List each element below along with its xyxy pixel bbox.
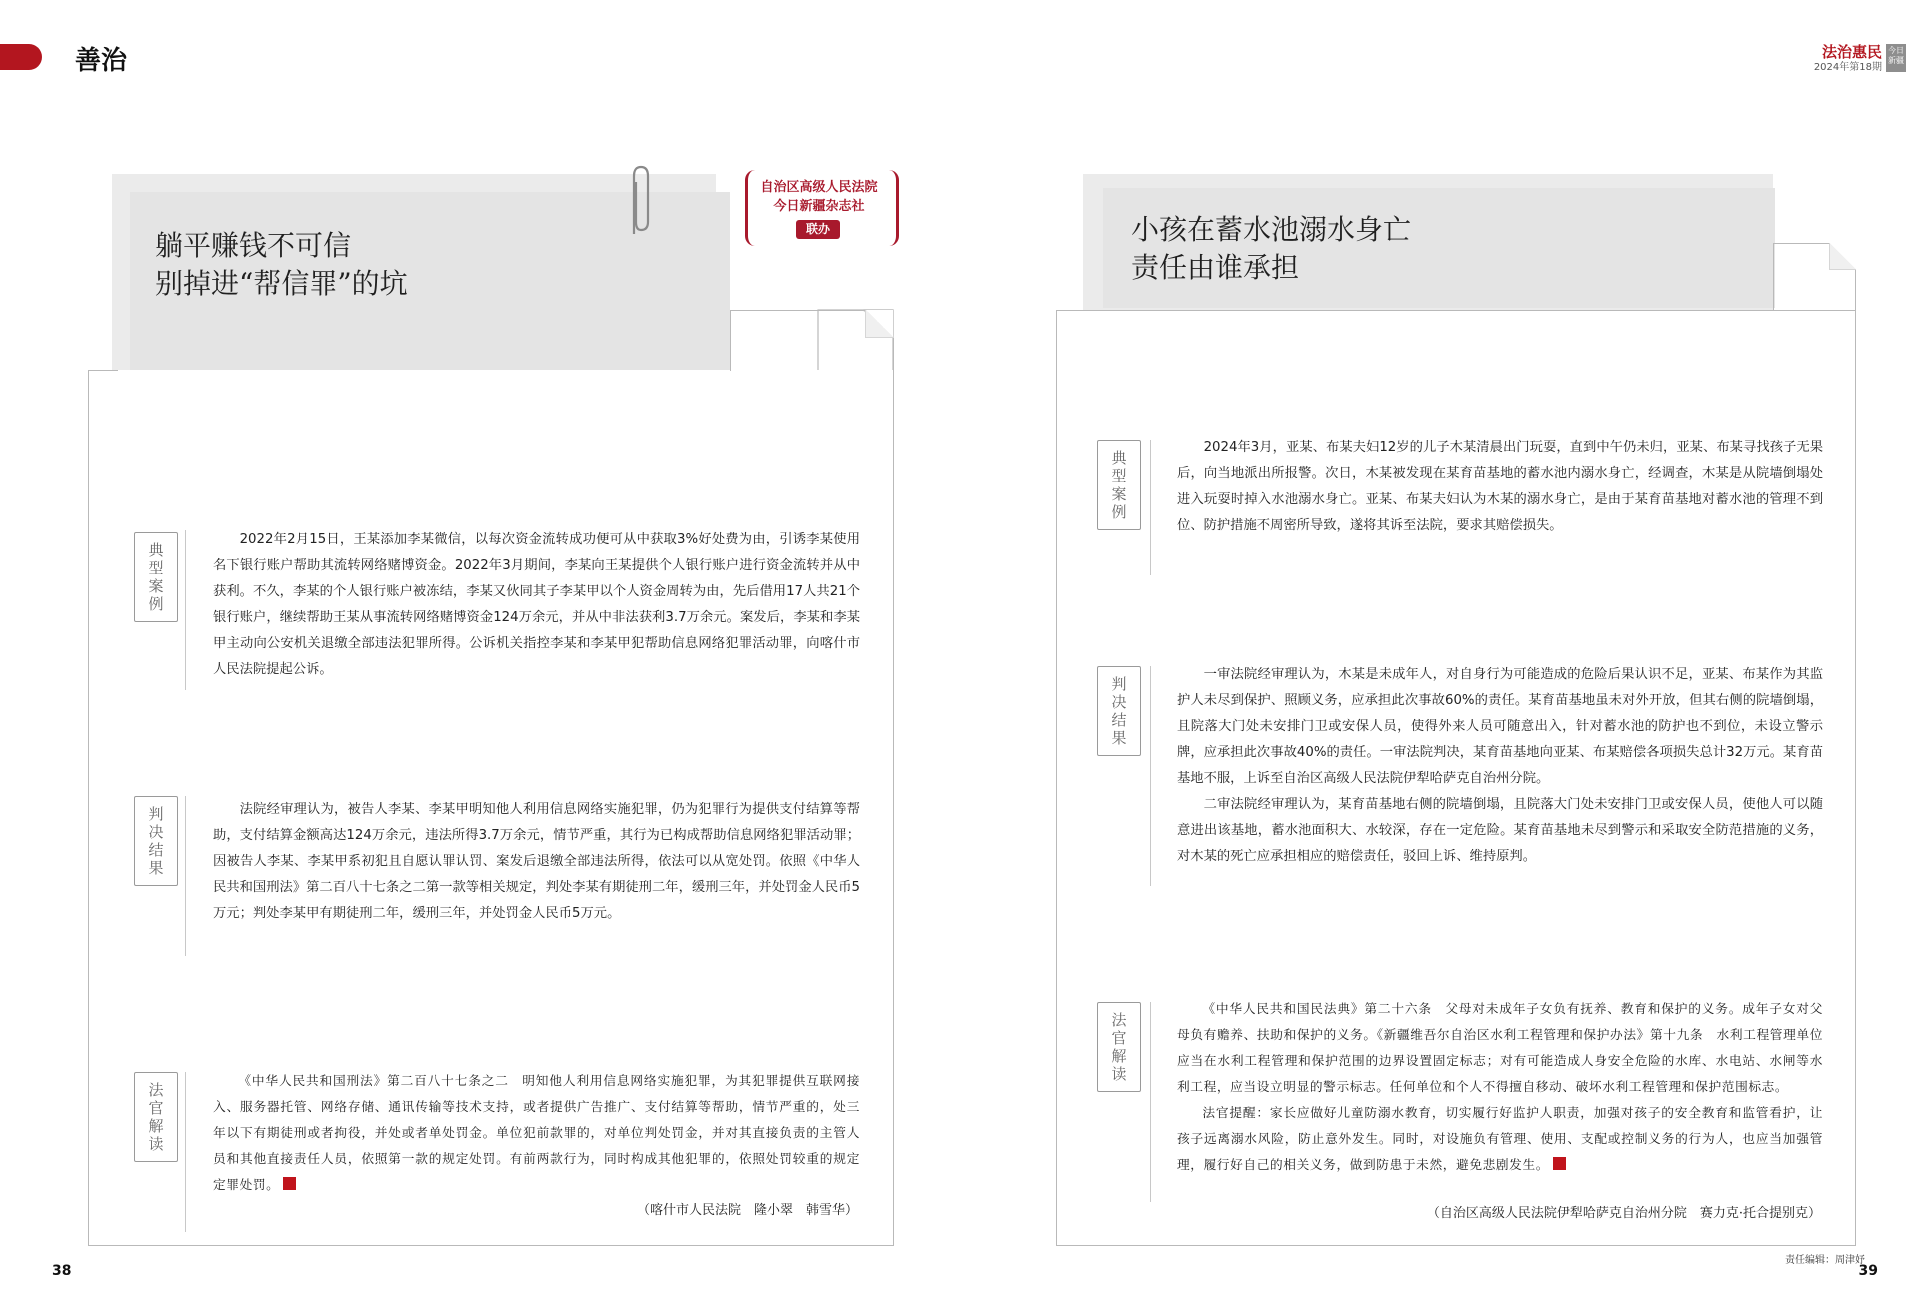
tag-char: 例 — [1111, 503, 1127, 521]
right-signature: （自治区高级人民法院伊犁哈萨克自治州分院 赛力克·托合提别克） — [1426, 1206, 1821, 1221]
left-title-line1: 躺平赚钱不可信 — [155, 229, 352, 262]
stamp-magazine: 今日新疆杂志社 — [773, 199, 865, 214]
tag-char: 决 — [148, 823, 164, 841]
tag-char: 法 — [148, 1081, 164, 1099]
right-law-text — [1177, 996, 1823, 1178]
tag-char: 果 — [148, 859, 164, 877]
end-mark-icon — [283, 1177, 296, 1190]
tag-char: 决 — [1111, 693, 1127, 711]
page-number-left: 38 — [52, 1263, 72, 1279]
left-card-step-edge — [730, 310, 731, 371]
magazine-issue: 2024年第18期 — [1813, 62, 1882, 73]
tag-char: 典 — [148, 541, 164, 559]
left-title-line2: 别掉进“帮信罪”的坑 — [155, 267, 408, 300]
right-law-paragraph-1: 《中华人民共和国民法典》第二十六条 父母对未成年子女负有抚养、教育和保护的义务。成年子女对父母负有赡养、扶助和保护的义务。《新疆维吾尔自治区水利工程管理和保护办法》第十九条 水利工程管理单位应当在水利工程管理和保护范围的边界设置固定标志；对有可能造成人身安全危险的水库、水电站、水闸等水利工程，应当设立明显的警示标志。任何单位和个人不得擅自移动、破坏水利工程管理和保护范围标志。 — [1177, 1001, 1823, 1094]
tag-char: 读 — [1111, 1065, 1127, 1083]
magazine-masthead — [1814, 44, 1882, 74]
responsible-editor: 责任编辑：周津妤 — [1785, 1255, 1865, 1266]
left-verdict-paragraph: 法院经审理认为，被告人李某、李某甲明知他人利用信息网络实施犯罪，仍为犯罪行为提供支付结算等帮助，支付结算金额高达124万余元，违法所得3.7万余元，情节严重，其行为已构成帮助信息网络犯罪活动罪；因被告人李某、李某甲系初犯且自愿认罪认罚、案发后退缴全部违法所得，依法可以从宽处罚。依照《中华人民共和国刑法》第二百八十七条之二第一款等相关规定，判处李某有期徒刑二年，缓刑三年，并处罚金人民币5万元；判处李某甲有期徒刑二年，缓刑三年，并处罚金人民币5万元。 — [213, 802, 860, 921]
left-law-paragraph: 《中华人民共和国刑法》第二百八十七条之二 明知他人利用信息网络实施犯罪，为其犯罪提供互联网接入、服务器托管、网络存储、通讯传输等技术支持，或者提供广告推广、支付结算等帮助，情节严重的，处三年以下有期徒刑或者拘役，并处或者单处罚金。单位犯前款罪的，对单位判处罚金，并对其直接负责的主管人员和其他直接责任人员，依照第一款的规定处罚。有前两款行为，同时构成其他犯罪的，依照处罚较重的规定定罪处罚。 — [213, 1073, 860, 1192]
tag-char: 果 — [1111, 729, 1127, 747]
tag-char: 读 — [148, 1135, 164, 1153]
left-card-folded-corner — [865, 310, 893, 338]
right-case-rule — [1150, 440, 1151, 575]
left-law-rule — [185, 1072, 186, 1232]
right-law-paragraph-2: 法官提醒：家长应做好儿童防溺水教育，切实履行好监护人职责，加强对孩子的安全教育和监管看护，让孩子远离溺水风险，防止意外发生。同时，对设施负有管理、使用、支配或控制义务的行为人，也应当加强管理，履行好自己的相关义务，做到防患于未然，避免悲剧发生。 — [1177, 1105, 1823, 1172]
tag-char: 解 — [148, 1117, 164, 1135]
left-verdict-tag — [134, 796, 178, 886]
tag-char: 判 — [1111, 675, 1127, 693]
left-law-text — [213, 1068, 860, 1198]
tag-char: 结 — [1111, 711, 1127, 729]
right-case-text — [1177, 435, 1823, 539]
stamp-joint-label: 联办 — [796, 220, 840, 239]
left-card-top-edge — [88, 370, 118, 371]
section-marker — [0, 44, 42, 70]
right-verdict-text — [1177, 662, 1823, 870]
left-card-top-right-edge — [730, 310, 865, 311]
left-case-text — [213, 527, 860, 683]
right-verdict-tag — [1097, 666, 1141, 756]
left-law-tag — [134, 1072, 178, 1162]
right-verdict-paragraph-1: 一审法院经审理认为，木某是未成年人，对自身行为可能造成的危险后果认识不足，亚某、布某作为其监护人未尽到保护、照顾义务，应承担此次事故60%的责任。某育苗基地虽未对外开放，但其右侧的院墙倒塌，且院落大门处未安排门卫或安保人员，使得外来人员可随意出入，针对蓄水池的防护也不到位，未设立警示牌，应承担此次事故40%的责任。一审法院判决，某育苗基地向亚某、布某赔偿各项损失总计32万元。某育苗基地不服，上诉至自治区高级人民法院伊犁哈萨克自治州分院。 — [1177, 667, 1823, 786]
right-card-folded-corner — [1829, 243, 1856, 270]
right-card-step-edge — [1773, 243, 1774, 311]
left-signature: （喀什市人民法院 隆小翠 韩雪华） — [636, 1203, 858, 1218]
tag-char: 型 — [148, 559, 164, 577]
tag-char: 型 — [1111, 467, 1127, 485]
left-card-right-edge — [893, 338, 894, 1246]
end-mark-icon — [1553, 1157, 1566, 1170]
tag-char: 典 — [1111, 449, 1127, 467]
tag-char: 结 — [148, 841, 164, 859]
right-card-right-edge — [1855, 270, 1856, 312]
tag-char: 官 — [1111, 1029, 1127, 1047]
tag-char: 案 — [1111, 485, 1127, 503]
right-title-line1: 小孩在蓄水池溺水身亡 — [1131, 213, 1412, 246]
right-verdict-rule — [1150, 666, 1151, 886]
right-case-tag — [1097, 440, 1141, 530]
tag-char: 解 — [1111, 1047, 1127, 1065]
right-law-tag — [1097, 1002, 1141, 1092]
left-verdict-text — [213, 797, 860, 927]
tag-char: 案 — [148, 577, 164, 595]
tag-char: 官 — [148, 1099, 164, 1117]
magazine-name: 法治惠民 — [1821, 43, 1882, 61]
left-verdict-rule — [185, 796, 186, 956]
page-number-right: 39 — [1858, 1263, 1878, 1279]
left-case-rule — [185, 530, 186, 690]
section-title: 善治 — [75, 46, 128, 76]
right-card-top-edge — [1773, 243, 1829, 244]
tag-char: 法 — [1111, 1011, 1127, 1029]
tag-char: 例 — [148, 595, 164, 613]
right-law-rule — [1150, 1002, 1151, 1202]
right-title-line2: 责任由谁承担 — [1131, 251, 1300, 284]
right-verdict-paragraph-2: 二审法院经审理认为，某育苗基地右侧的院墙倒塌，且院落大门处未安排门卫或安保人员，使他人可以随意进出该基地，蓄水池面积大、水较深，存在一定危险。某育苗基地未尽到警示和采取安全防范措施的义务，对木某的死亡应承担相应的赔偿责任，驳回上诉、维持原判。 — [1177, 797, 1823, 864]
left-case-paragraph: 2022年2月15日，王某添加李某微信，以每次资金流转成功便可从中获取3%好处费为由，引诱李某使用名下银行账户帮助其流转网络赌博资金。2022年3月期间，李某向王某提供个人银行账户进行资金流转并从中获利。不久，李某的个人银行账户被冻结，李某又伙同其子李某甲以个人资金周转为由，先后借用17人共21个银行账户，继续帮助王某从事流转网络赌博资金124万余元，并从中非法获利3.7万余元。案发后，李某和李某甲主动向公安机关退缴全部违法犯罪所得。公诉机关指控李某和李某甲犯帮助信息网络犯罪活动罪，向喀什市人民法院提起公诉。 — [213, 532, 860, 677]
stamp-court: 自治区高级人民法院 — [760, 180, 878, 195]
right-case-paragraph: 2024年3月，亚某、布某夫妇12岁的儿子木某清晨出门玩耍，直到中午仍未归，亚某、布某寻找孩子无果后，向当地派出所报警。次日，木某被发现在某育苗基地的蓄水池内溺水身亡，经调查，木某是从院墙倒塌处进入玩耍时掉入水池溺水身亡。亚某、布某夫妇认为木某的溺水身亡，是由于某育苗基地对蓄水池的管理不到位、防护措施不周密所导致，遂将其诉至法院，要求其赔偿损失。 — [1177, 440, 1823, 533]
tag-char: 判 — [148, 805, 164, 823]
paper-clip-icon — [622, 164, 656, 240]
magazine-logo: 今日新疆 — [1886, 44, 1906, 72]
left-case-tag — [134, 532, 178, 622]
